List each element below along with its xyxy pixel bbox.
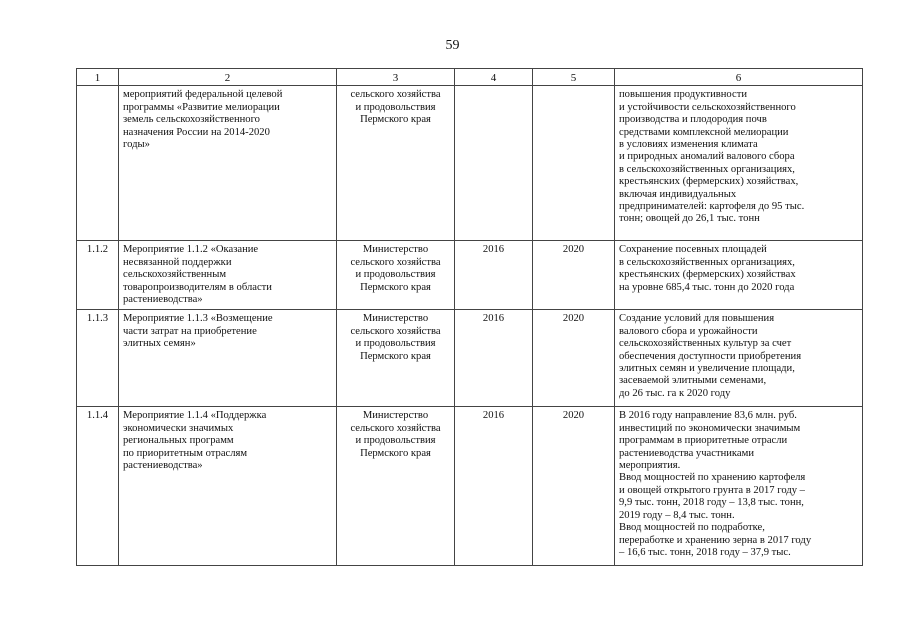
measures-table — [76, 68, 863, 566]
header-col-1: 1 — [77, 69, 119, 86]
executor: Министерство сельского хозяйства и продовольствия Пермского края — [337, 241, 455, 310]
end-year: 2020 — [533, 407, 615, 566]
measure-name: мероприятий федеральной целевой программы «Развитие мелиорации земель сельскохозяйственного назначения России на 2014-2020 годы» — [119, 86, 337, 241]
row-number: 1.1.4 — [77, 407, 119, 566]
page-number: 59 — [445, 38, 460, 53]
row-number: 1.1.2 — [77, 241, 119, 310]
start-year: 2016 — [455, 241, 533, 310]
header-col-5: 5 — [533, 69, 615, 86]
executor: сельского хозяйства и продовольствия Пермского края — [337, 86, 455, 241]
measure-name: Мероприятие 1.1.3 «Возмещение части затрат на приобретение элитных семян» — [119, 310, 337, 407]
executor: Министерство сельского хозяйства и продовольствия Пермского края — [337, 407, 455, 566]
expected-result: Сохранение посевных площадей в сельскохозяйственных организациях, крестьянских (фермерских) хозяйствах на уровне 685,4 тыс. тонн до 2020 года — [615, 241, 863, 310]
table-row — [77, 310, 863, 407]
row-number: 1.1.3 — [77, 310, 119, 407]
expected-result: В 2016 году направление 83,6 млн. руб. инвестиций по экономически значимым программам в приоритетные отрасли растениеводства участниками мероприятия. Ввод мощностей по хранению картофеля и овощей открытого грунта в 2017 году – 9,9 тыс. тонн, 2018 году – 13,8 тыс. тонн, 2019 году – 8,4 тыс. тонн. Ввод мощностей по подработке, переработке и хранению зерна в 2017 году – 16,6 тыс. тонн, 2018 году – 37,9 тыс. — [615, 407, 863, 566]
expected-result: Создание условий для повышения валового сбора и урожайности сельскохозяйственных культур за счет обеспечения доступности приобретения элитных семян и увеличение площади, засеваемой элитными семенами, до 26 тыс. га к 2020 году — [615, 310, 863, 407]
start-year: 2016 — [455, 310, 533, 407]
header-col-6: 6 — [615, 69, 863, 86]
header-col-4: 4 — [455, 69, 533, 86]
end-year: 2020 — [533, 241, 615, 310]
table-row — [77, 86, 863, 241]
header-col-2: 2 — [119, 69, 337, 86]
measure-name: Мероприятие 1.1.2 «Оказание несвязанной поддержки сельскохозяйственным товаропроизводителям в области растениеводства» — [119, 241, 337, 310]
table-row — [77, 241, 863, 310]
end-year — [533, 86, 615, 241]
start-year: 2016 — [455, 407, 533, 566]
measure-name: Мероприятие 1.1.4 «Поддержка экономически значимых региональных программ по приоритетным отраслям растениеводства» — [119, 407, 337, 566]
table-row — [77, 407, 863, 566]
expected-result: повышения продуктивности и устойчивости сельскохозяйственного производства и плодородия почв средствами комплексной мелиорации в условиях изменения климата и природных аномалий валового сбора в сельскохозяйственных организациях, крестьянских (фермерских) хозяйствах, включая индивидуальных предпринимателей: картофеля до 95 тыс. тонн; овощей до 26,1 тыс. тонн — [615, 86, 863, 241]
end-year: 2020 — [533, 310, 615, 407]
row-number — [77, 86, 119, 241]
executor: Министерство сельского хозяйства и продовольствия Пермского края — [337, 310, 455, 407]
table-header-row — [77, 69, 863, 86]
header-col-3: 3 — [337, 69, 455, 86]
start-year — [455, 86, 533, 241]
